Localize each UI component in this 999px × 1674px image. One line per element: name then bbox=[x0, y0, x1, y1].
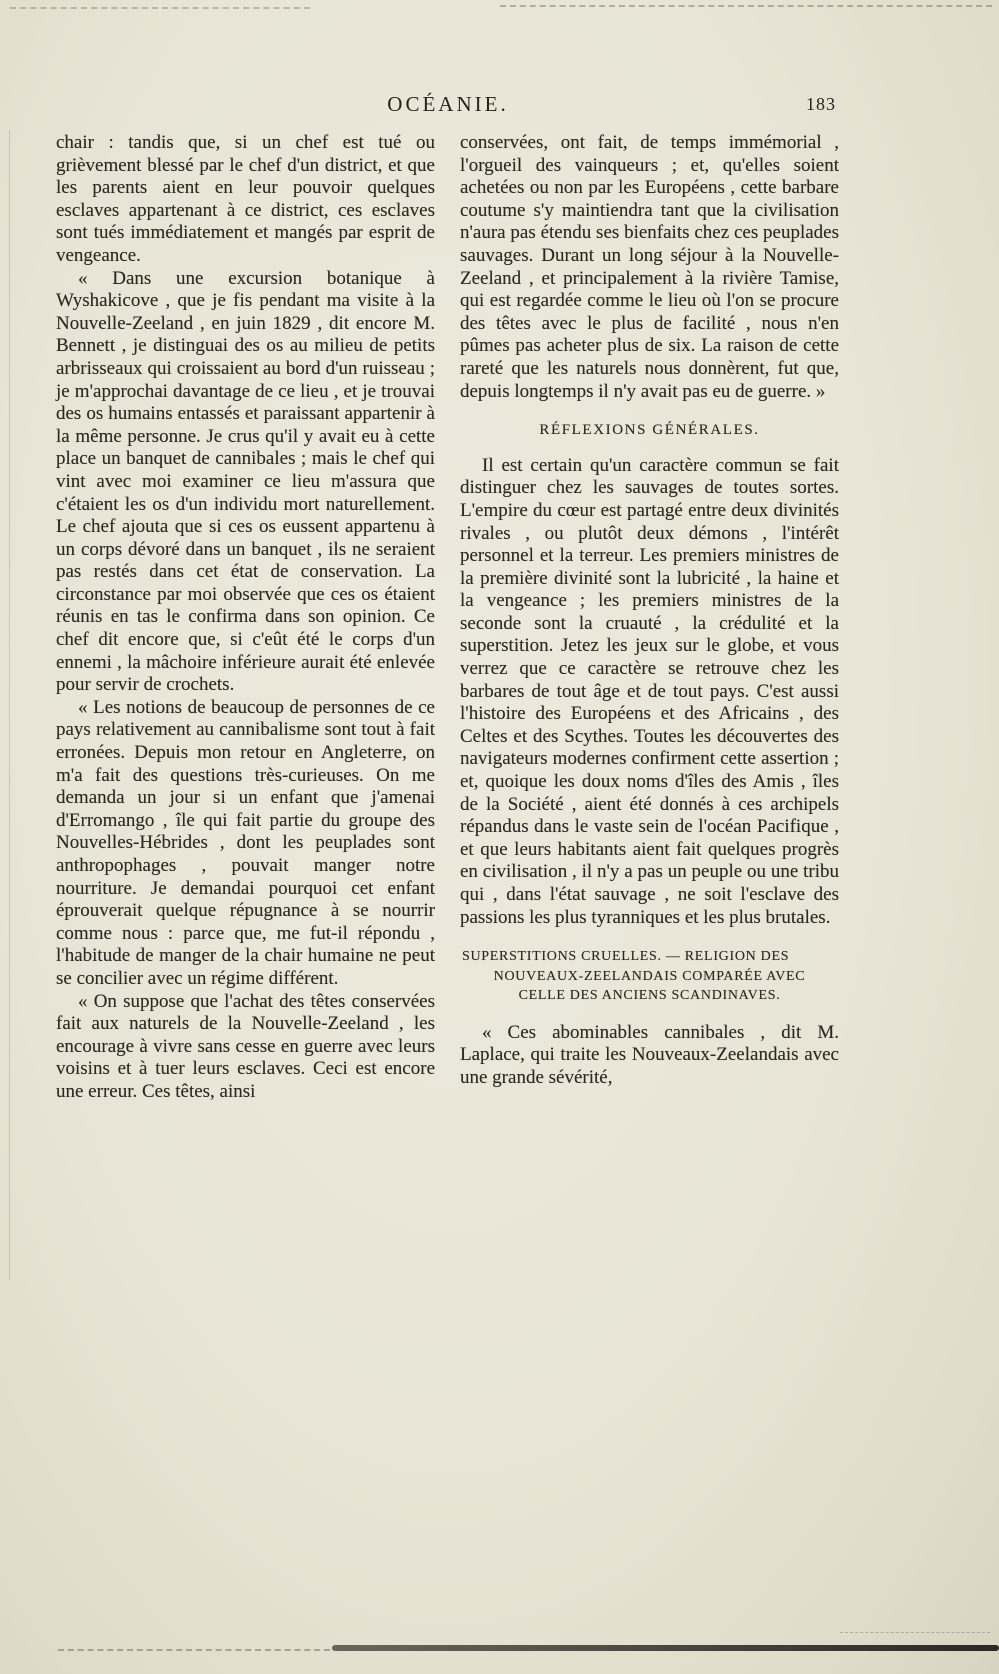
scan-artifact-top-left bbox=[10, 7, 310, 9]
paragraph-tetes-quote: « On suppose que l'achat des têtes conservées fait aux naturels de la Nouvelle-Zeeland , les encourage à vivre sans cesse en guerre avec leurs voisins et à tuer leurs esclaves. Ceci est encore une erreur. Ces têtes, ainsi bbox=[56, 990, 435, 1102]
heading-line: CELLE DES ANCIENS SCANDINAVES. bbox=[518, 988, 781, 1004]
section-heading-superstitions bbox=[460, 947, 839, 1006]
section-heading-reflexions-generales: RÉFLEXIONS GÉNÉRALES. bbox=[539, 422, 760, 439]
left-column bbox=[56, 132, 435, 1104]
scan-artifact-bottom-right bbox=[840, 1632, 990, 1633]
paragraph-laplace-quote: « Ces abominables cannibales , dit M. Laplace, qui traite les Nouveaux-Zeelandais avec une grande sévérité, bbox=[460, 1021, 839, 1088]
paragraph-continuation: chair : tandis que, si un chef est tué ou grièvement blessé par le chef d'un district, et que les parents aient en leur pouvoir quelques esclaves appartenant à ce district, ces esclaves sont tués immédiatement et mangés par esprit de vengeance. bbox=[56, 132, 435, 266]
paragraph-reflexions: Il est certain qu'un caractère commun se fait distinguer chez les sauvages de toutes sortes. L'empire du cœur est partagé entre deux divinités rivales , ou plutôt deux démons , l'intérêt personnel et la terreur. Les premiers ministres de la première divinité sont la lubricité , la haine et la vengeance ; les premiers ministres de la seconde sont la cruauté , la crédulité et la superstition. Jetez les jeux sur le globe, et vous verrez que ce caractère se retrouve chez les barbares de tout âge et de tout pays. C'est aussi l'histoire des Européens et des Africains , des Celtes et des Scythes. Toutes les découvertes des navigateurs modernes confirment cette assertion ; et, quoique les doux noms d'îles des Amis , îles de la Société , aient été donnés à ces archipels répandus dans le vaste sein de l'océan Pacifique , et que leurs habitants aient fait quelques progrès en civilisation , il n'y a pas un peuple ou une tribu qui , dans l'état sauvage , ne soit l'esclave des passions les plus tyranniques et les plus brutales. bbox=[460, 454, 839, 928]
scan-artifact-bottom-edge bbox=[332, 1645, 999, 1651]
paragraph-continuation: conservées, ont fait, de temps immémorial , l'orgueil des vainqueurs ; et, qu'elles soient achetées ou non par les Européens , cette barbare coutume s'y maintiendra tant que la civilisation n'aura pas étendu ses bienfaits chez ces peuplades sauvages. Durant un long séjour à la Nouvelle-Zeeland , et principalement à la rivière Tamise, qui est regardée comme le lieu où l'on se procure des têtes avec le plus de facilité , nous n'en pûmes pas acheter plus de six. La raison de cette rareté que les naturels nous donnèrent, fut que, depuis longtemps il n'y avait pas eu de guerre. » bbox=[460, 132, 839, 402]
paragraph-excursion-quote: « Dans une excursion botanique à Wyshakicove , que je fis pendant ma visite à la Nouvelle-Zeeland , en juin 1829 , dit encore M. Bennett , je distinguai des os au milieu de petits arbrisseaux qui croissaient au bord d'un ruisseau ; je m'approchai davantage de ce lieu , et je trouvai des os humains entassés et paraissant appartenir à la même personne. Je crus qu'il y avait eu à cette place un banquet de cannibales ; mais le chef qui vint avec moi examiner ce lieu m'assura que c'étaient les os d'un individu mort naturellement. Le chef ajouta que si ces os eussent appartenu à un corps dévoré dans un banquet , ils ne seraient pas restés dans cet état de conservation. La circonstance par moi observée que ces os étaient réunis en tas le confirma dans son opinion. Ce chef dit encore que, si c'eût été le corps d'un ennemi , la mâchoire inférieure aurait été enlevée pour servir de crochets. bbox=[56, 267, 435, 696]
right-column bbox=[460, 132, 839, 1104]
running-title: OCÉANIE. bbox=[387, 92, 509, 116]
page-number: 183 bbox=[806, 94, 836, 114]
text-columns bbox=[56, 132, 840, 1104]
heading-line: SUPERSTITIONS CRUELLES. — RELIGION DES bbox=[462, 949, 790, 965]
paragraph-notions-quote: « Les notions de beaucoup de personnes de ce pays relativement au cannibalisme sont tout à fait erronées. Depuis mon retour en Angleterre, on m'a fait des questions très-curieuses. On me demanda un jour si un enfant que j'amenai d'Erromango , île qui fait partie du groupe des Nouvelles-Hébrides , dont les peuplades sont anthropophages , pouvait manger notre nourriture. Je demandai pourquoi cet enfant éprouverait quelque répugnance à se nourrir comme nous : parce que, me fut-il répondu , l'habitude de manger de la chair humaine ne peut se concilier avec un régime différent. bbox=[56, 696, 435, 989]
scan-artifact-bottom-dashes bbox=[58, 1649, 330, 1651]
scan-artifact-left-edge bbox=[9, 130, 10, 1280]
page-header bbox=[56, 90, 840, 126]
page-content bbox=[56, 90, 840, 1104]
scan-artifact-top-right bbox=[500, 5, 992, 7]
heading-line: NOUVEAUX-ZEELANDAIS COMPARÉE AVEC bbox=[493, 968, 806, 984]
